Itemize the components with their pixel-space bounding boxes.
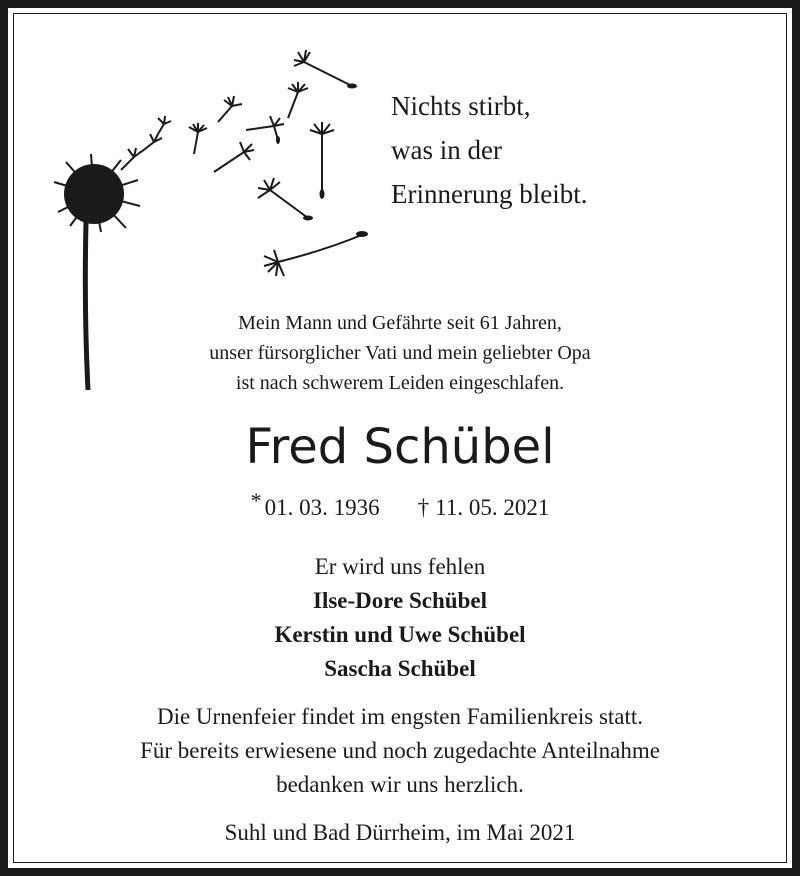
intro-line: unser fürsorglicher Vati und mein geliebter Opa <box>209 342 591 364</box>
intro-line: ist nach schwerem Leiden eingeschlafen. <box>235 372 565 394</box>
mourners-intro: Er wird uns fehlen <box>314 554 486 579</box>
death-date: 11. 05. 2021 <box>435 495 550 520</box>
memorial-quote <box>391 84 587 216</box>
birth-symbol: * <box>250 488 262 513</box>
birth-date: 01. 03. 1936 <box>264 495 380 520</box>
seed-9 <box>294 50 352 86</box>
intro-text <box>8 308 792 398</box>
seed-1 <box>121 148 142 170</box>
seed-6 <box>214 142 254 172</box>
mourner-name: Ilse-Dore Schübel <box>313 588 487 613</box>
seed-3 <box>158 116 171 134</box>
seed-4 <box>189 123 207 154</box>
mourner-name: Kerstin und Uwe Schübel <box>274 622 526 647</box>
seed-5 <box>218 96 242 122</box>
quote-line: was in der <box>391 135 502 165</box>
mourners-block <box>8 550 792 686</box>
closing-line: bedanken wir uns herzlich. <box>276 772 524 797</box>
deceased-name: Fred Schübel <box>245 419 555 475</box>
closing-line: Für bereits erwiesene und noch zugedachte Anteilnahme <box>140 738 660 763</box>
life-dates <box>8 488 792 524</box>
mourner-name: Sascha Schübel <box>324 656 476 681</box>
death-symbol: † <box>417 495 430 520</box>
seed-10 <box>310 122 334 194</box>
intro-line: Mein Mann und Gefährte seit 61 Jahren, <box>238 312 562 334</box>
quote-line: Erinnerung bleibt. <box>391 179 588 209</box>
seed-11 <box>258 178 308 218</box>
seed-2 <box>141 134 162 152</box>
closing-text <box>8 700 792 802</box>
quote-line: Nichts stirbt, <box>391 91 531 121</box>
seed-12 <box>264 234 364 276</box>
seed-8 <box>288 82 308 118</box>
closing-line: Die Urnenfeier findet im engsten Familienkreis statt. <box>156 704 644 729</box>
place-date: Suhl und Bad Dürrheim, im Mai 2021 <box>224 820 576 845</box>
